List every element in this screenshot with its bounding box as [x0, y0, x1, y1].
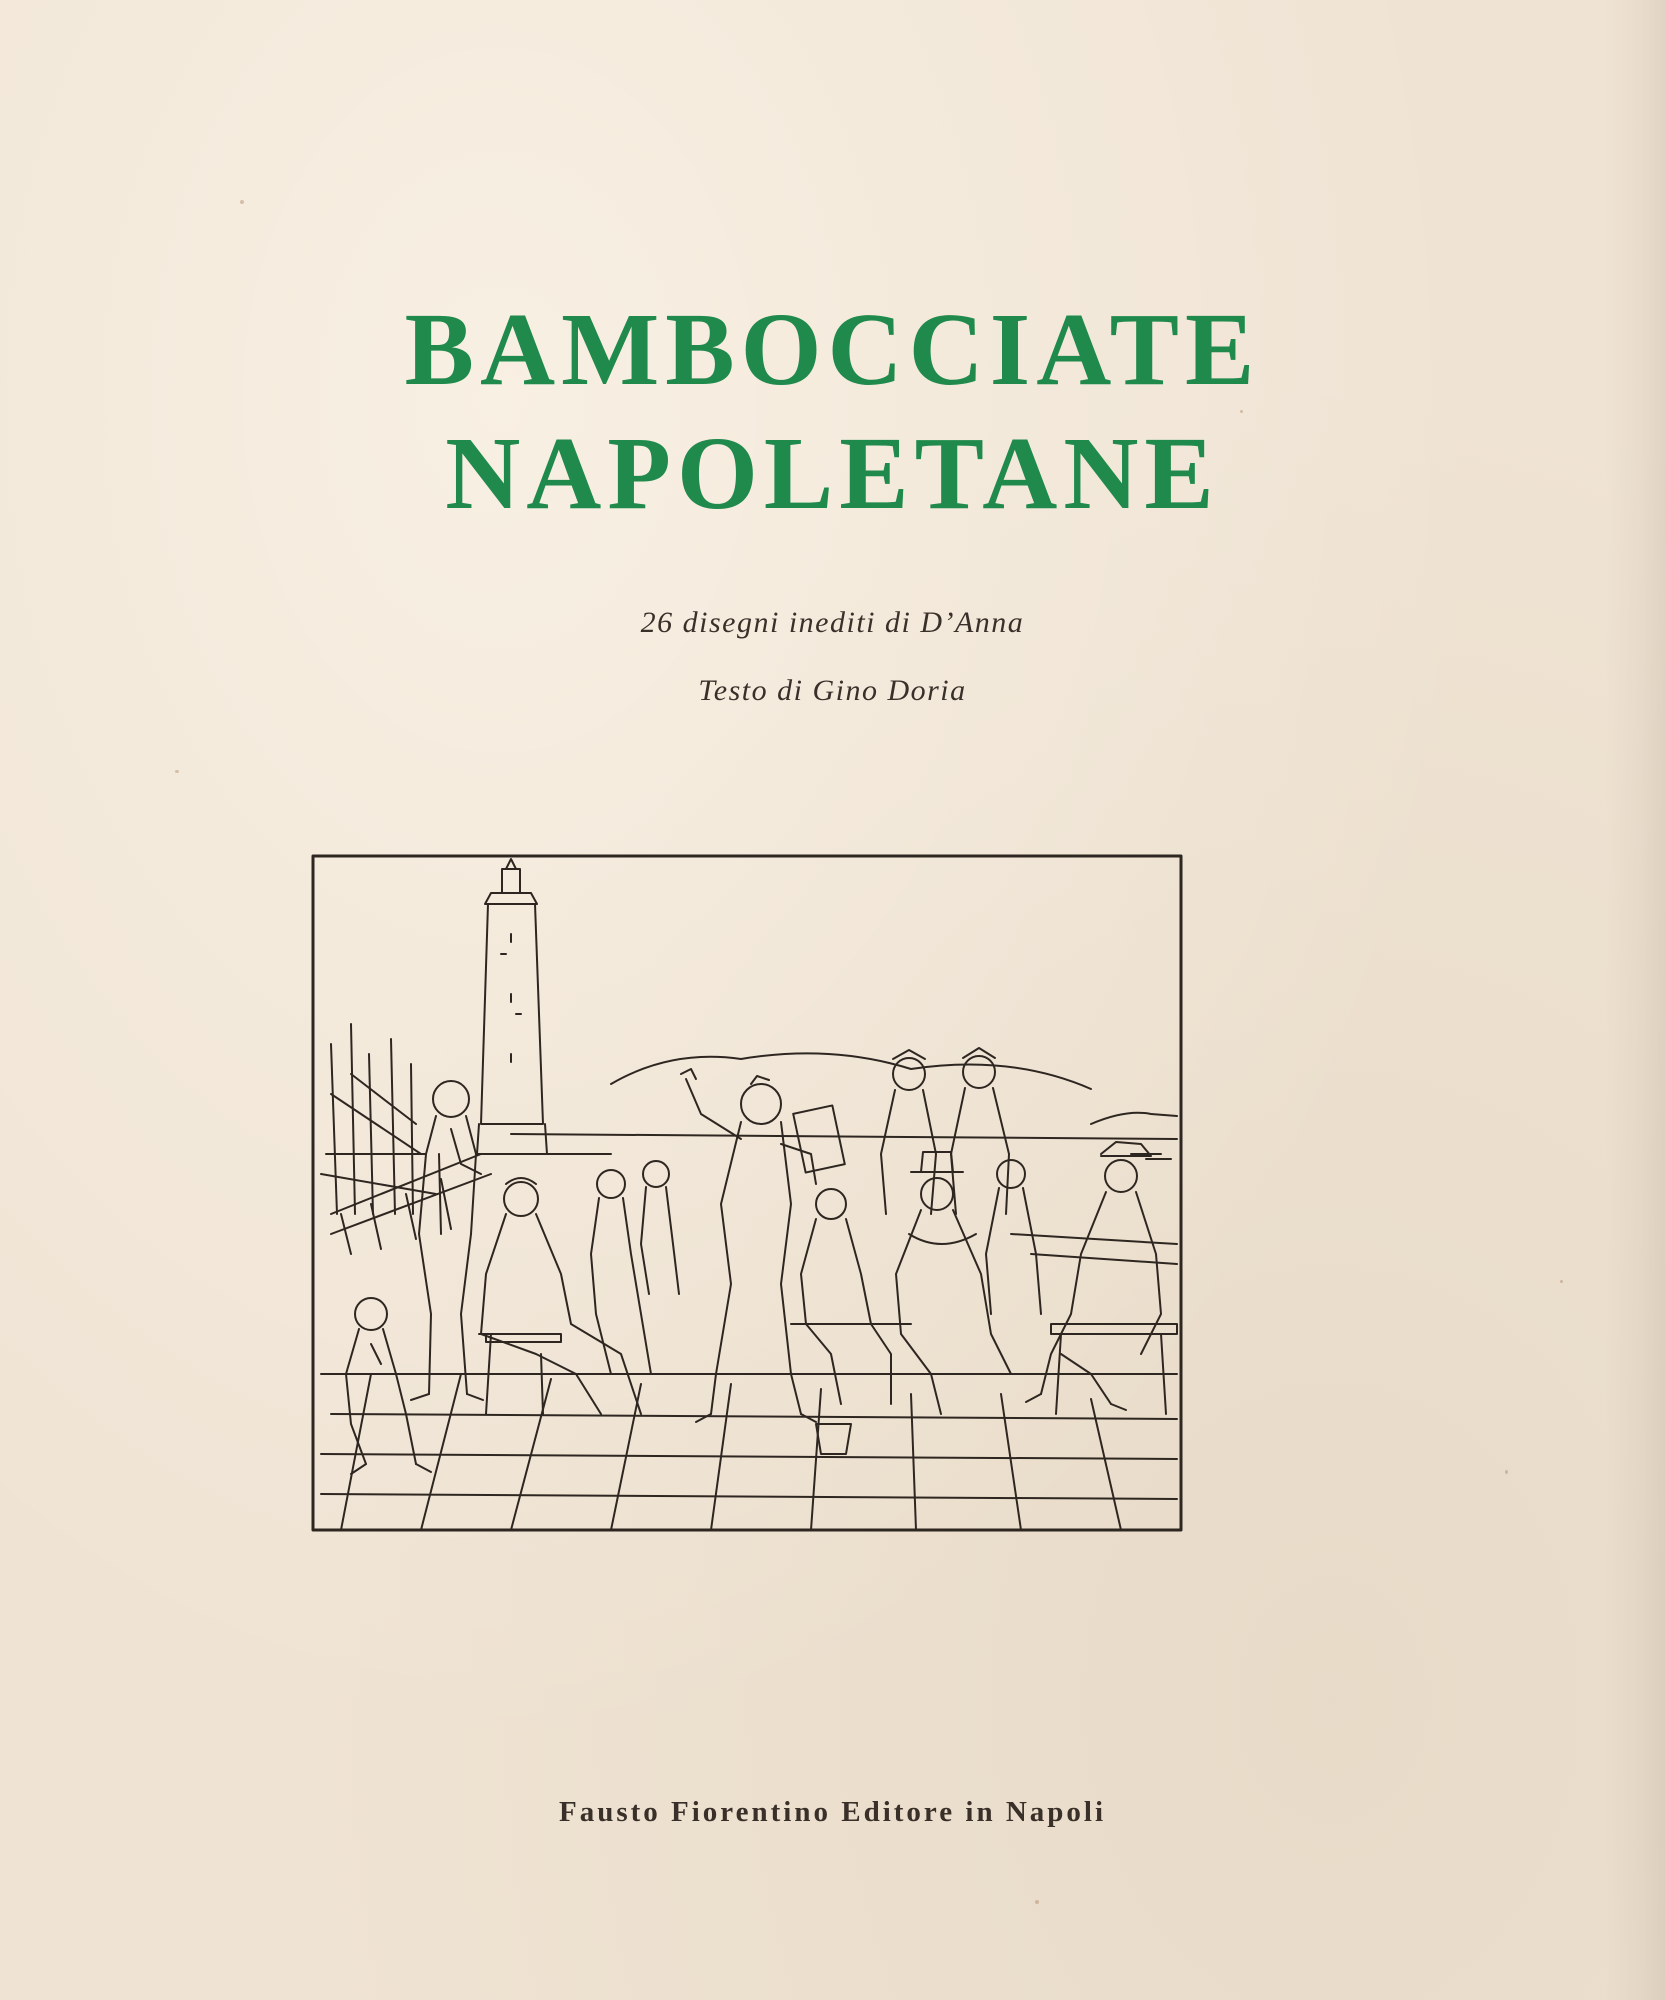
harbor-scene-illustration: [311, 854, 1183, 1532]
subtitle-text-author: Testo di Gino Doria: [698, 674, 967, 707]
paper-speck: [1505, 1470, 1508, 1474]
title-line-2: NAPOLETANE: [445, 416, 1220, 531]
title-line-1: BAMBOCCIATE: [404, 292, 1261, 407]
paper-speck: [1035, 1900, 1039, 1904]
subtitle-drawings: 26 disegni inediti di D’Anna: [640, 606, 1025, 639]
publisher-imprint: Fausto Fiorentino Editore in Napoli: [558, 1796, 1107, 1828]
paper-speck: [1240, 410, 1243, 413]
paper-speck: [175, 770, 179, 773]
paper-speck: [1560, 1280, 1563, 1283]
paper-speck: [240, 200, 244, 204]
